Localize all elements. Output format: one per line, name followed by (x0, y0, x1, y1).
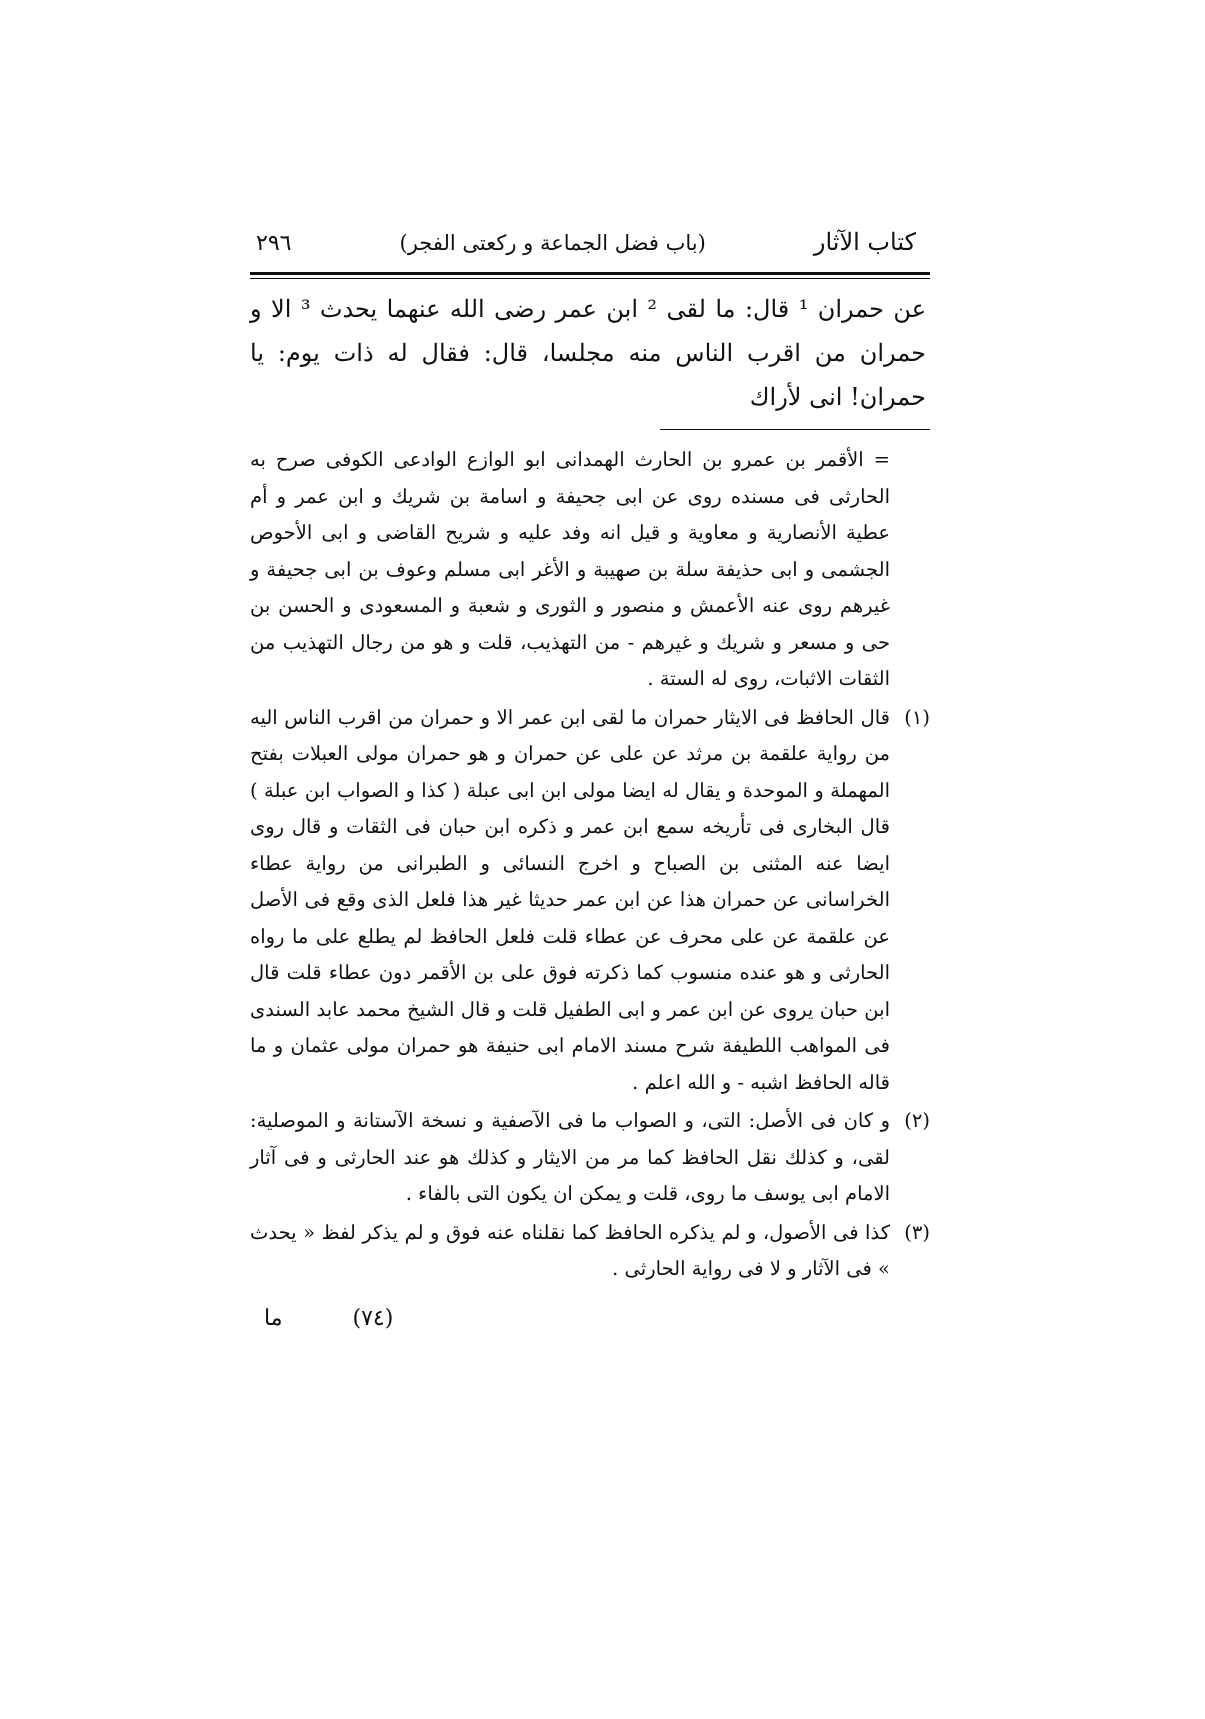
footnote-number: (١) (904, 705, 930, 729)
chapter-title: (باب فضل الجماعة و ركعتى الفجر) (399, 231, 706, 255)
continued-footnote: = الأقمر بن عمرو بن الحارث الهمدانى ابو الوازع الوادعى الكوفى صرح به الحارثى فى مسنده روى عن ابى جحيفة و اسامة بن شريك و ابن عمر و أم عطية الأنصارية و معاوية و قيل انه وفد عليه و شريح القاضى و ابى الأحوص الجشمى و ابى حذيفة سلة بن صهيبة و الأغر ابى مسلم وعوف بن ابى جحيفة و غيرهم روى عنه الأعمش و منصور و الثورى و شعبة و المسعودى و الحسن بن حى و مسعر و شريك و غيرهم - من التهذيب، قلت و هو من رجال التهذيب من الثقات الاثبات، روى له الستة . (250, 448, 890, 690)
page-footer (250, 1306, 930, 1331)
footnote-text: كذا فى الأصول، و لم يذكره الحافظ كما نقلناه عنه فوق و لم يذكر لفظ « يحدث » فى الآثار و لا فى رواية الحارثى . (250, 1220, 890, 1280)
page-number: ٢٩٦ (256, 231, 292, 256)
main-text: عن حمران ¹ قال: ما لقى ² ابن عمر رضى الله عنهما يحدث ³ الا و حمران من اقرب الناس منه مجلسا، قال: فقال له ذات يوم: يا حمران! انى لأراك (250, 295, 927, 411)
footnote-3 (250, 1215, 930, 1288)
footnote-separator (660, 429, 930, 430)
footnote-number: (٣) (904, 1220, 930, 1244)
catchword: ما (264, 1305, 283, 1331)
book-title: كتاب الآثار (813, 228, 916, 256)
footnote-text: قال الحافظ فى الايثار حمران ما لقى ابن عمر الا و حمران من اقرب الناس اليه من رواية علقمة بن مرثد عن على عن حمران و هو حمران مولى العبلات بفتح المهملة و الموحدة و يقال له ايضا مولى ابن ابى عبلة ( كذا و الصواب ابن عبلة ) قال البخارى فى تأريخه سمع ابن عمر و ذكره ابن حبان فى الثقات و قال روى ايضا عنه المثنى بن الصباح و اخرج النسائى و الطبرانى من رواية عطاء الخراسانى عن حمران هذا عن ابن عمر حديثا غير هذا فلعل الذى وقع فى الأصل عن علقمة عن على محرف عن عطاء قلت فلعل الحافظ لم يطلع على ما رواه الحارثى و هو عنده منسوب كما ذكرته فوق على بن الأقمر دون عطاء قلت قال ابن حبان يروى عن ابن عمر و ابى الطفيل قلت و قال الشيخ محمد عابد السندى فى المواهب اللطيفة شرح مسند الامام ابى حنيفة هو حمران مولى عثمان و ما قاله الحافظ اشبه - و الله اعلم . (250, 705, 890, 1094)
footnote-text: و كان فى الأصل: التى، و الصواب ما فى الآصفية و نسخة الآستانة و الموصلية: لقى، و كذلك نقل الحافظ كما مر من الايثار و كذلك هو عند الحارثى و فى آثار الامام ابى يوسف ما روى، قلت و يمكن ان يكون التى بالفاء . (250, 1109, 890, 1205)
footnote-1 (250, 700, 930, 1102)
page-header (250, 228, 930, 268)
header-rule-thick (250, 272, 930, 275)
footnote-number: (٢) (904, 1109, 930, 1132)
header-rule-thin (250, 278, 930, 279)
signature-number: (٧٤) (352, 1305, 394, 1331)
footnote-2 (250, 1103, 930, 1213)
document-page (250, 228, 930, 1331)
